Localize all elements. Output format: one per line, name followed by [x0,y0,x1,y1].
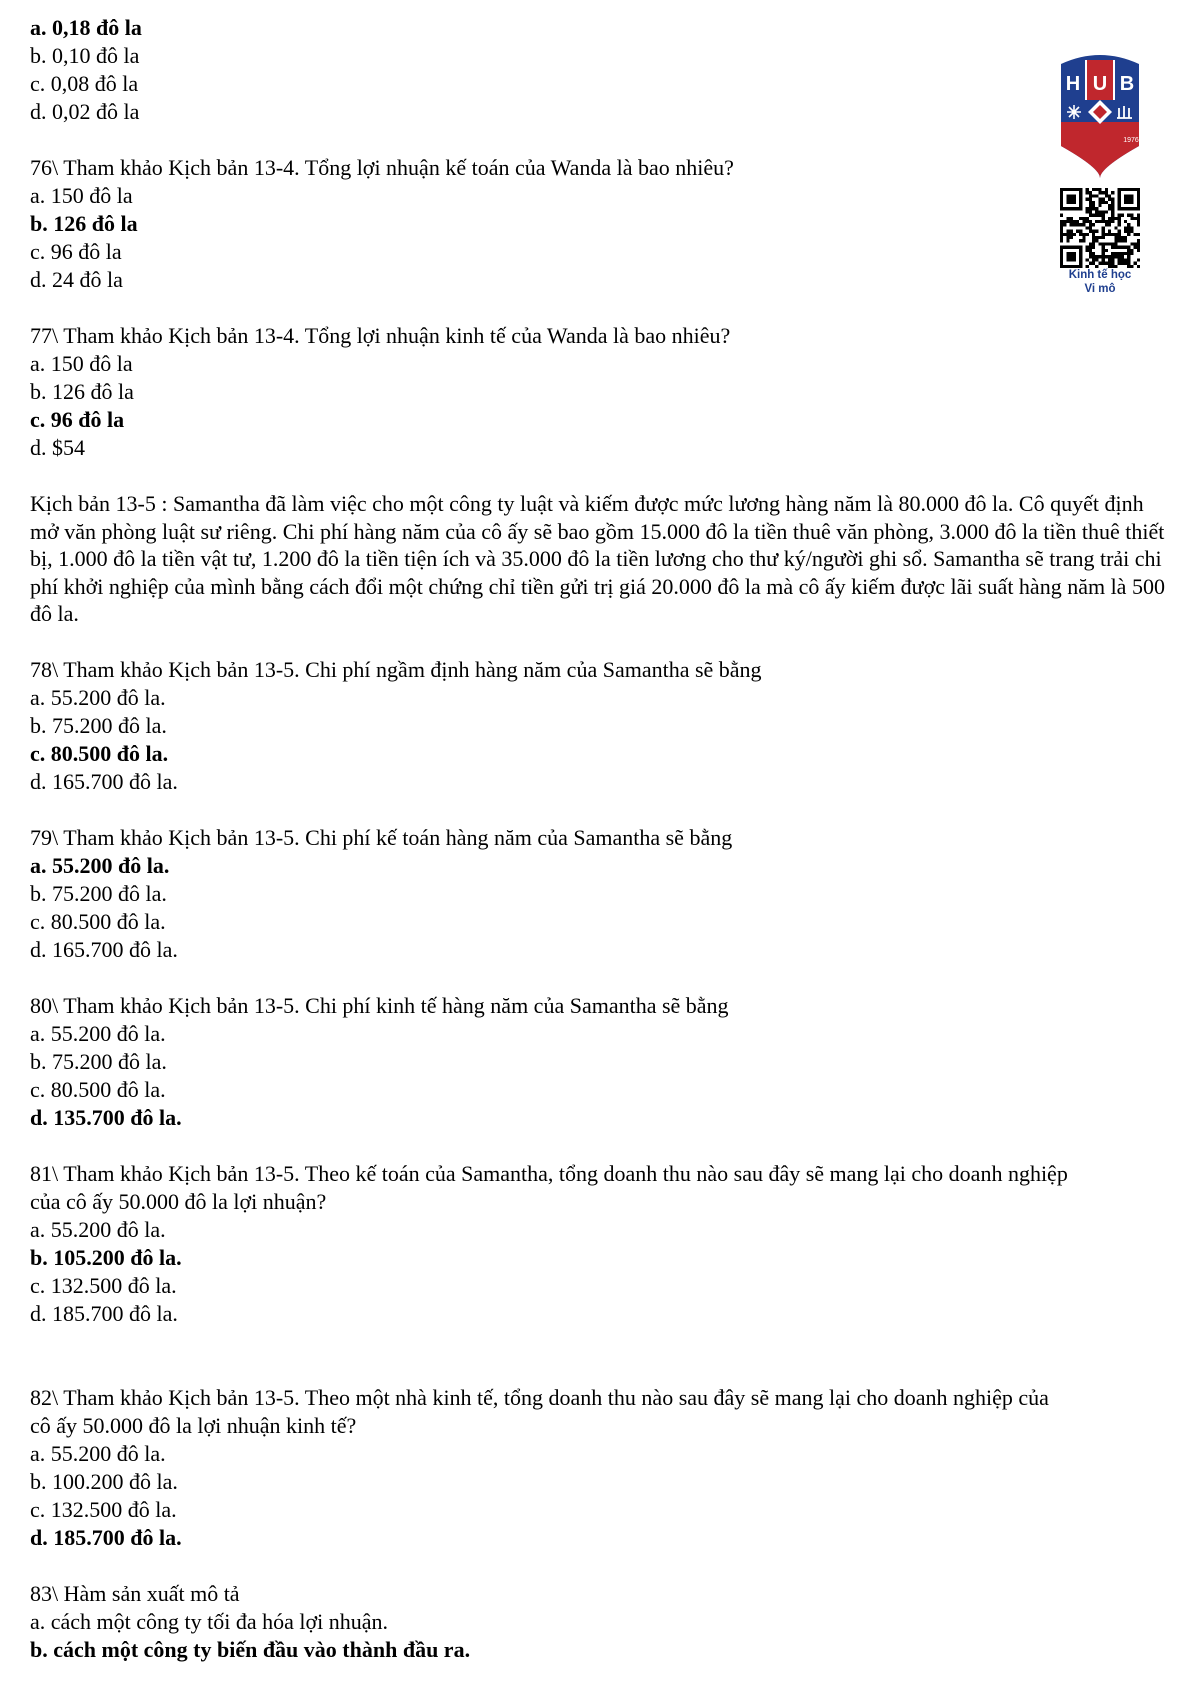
answer-option: a. cách một công ty tối đa hóa lợi nhuận. [30,1608,389,1634]
scenario-paragraph: Kịch bản 13-5 : Samantha đã làm việc cho một công ty luật và kiếm được mức lương hàng năm là 80.000 đô la. Cô quyết định mở văn phòng luật sư riêng. Chi phí hàng năm của cô ấy sẽ bao gồm 15.000 đô la tiền thuê văn phòng, 3.000 đô la tiền thuê thiết bị, 1.000 đô la tiền vật tư, 1.200 đô la tiền tiện ích và 35.000 đô la tiền lương cho thư ký/người ghi sổ. Samantha sẽ trang trải chi phí khởi nghiệp của mình bằng cách đổi một chứng chỉ tiền gửi trị giá 20.000 đô la mà cô ấy kiếm được lãi suất hàng năm là 500 đô la. [30,491,1165,627]
answer-option: d. 165.700 đô la. [30,936,178,962]
question-text: 76\ Tham khảo Kịch bản 13-4. Tổng lợi nhuận kế toán của Wanda là bao nhiêu? [30,155,734,180]
answer-option: b. 75.200 đô la. [30,712,167,738]
answer-option: a. 55.200 đô la. [30,1216,166,1242]
blank-line [30,294,1165,322]
answer-option: c. 0,08 đô la [30,71,139,96]
answer-option: a. 55.200 đô la. [30,1440,166,1466]
blank-line [30,126,1165,154]
answer-option: d. 0,02 đô la [30,99,140,124]
answer-option: a. 150 đô la [30,351,133,376]
brand-block [1052,50,1148,296]
answer-option: b. 0,10 đô la [30,43,140,68]
answer-option: a. 150 đô la [30,183,133,208]
answer-option-correct: d. 135.700 đô la. [30,1104,182,1130]
question-text: 81\ Tham khảo Kịch bản 13-5. Theo kế toán của Samantha, tổng doanh thu nào sau đây sẽ mang lại cho doanh nghiệp [30,1160,1068,1186]
blank-line [30,1552,1165,1580]
question-text: 78\ Tham khảo Kịch bản 13-5. Chi phí ngầm định hàng năm của Samantha sẽ bằng [30,656,762,682]
question-text: 83\ Hàm sản xuất mô tả [30,1580,240,1606]
answer-option: b. 126 đô la [30,379,134,404]
logo-letter-b: B [1119,73,1135,95]
answer-option: c. 132.500 đô la. [30,1496,177,1522]
answer-option: c. 80.500 đô la. [30,1076,166,1102]
logo-letter-h: H [1065,73,1081,95]
answer-option: d. $54 [30,435,85,460]
question-text: 79\ Tham khảo Kịch bản 13-5. Chi phí kế toán hàng năm của Samantha sẽ bằng [30,824,733,850]
answer-option: d. 185.700 đô la. [30,1300,178,1326]
answer-option: d. 165.700 đô la. [30,768,178,794]
question-text-continued: cô ấy 50.000 đô la lợi nhuận kinh tế? [30,1412,357,1438]
answer-option: a. 55.200 đô la. [30,1020,166,1046]
answer-option-correct: d. 185.700 đô la. [30,1524,182,1550]
blank-line [30,1328,1165,1384]
answer-option: a. 55.200 đô la. [30,684,166,710]
question-text: 77\ Tham khảo Kịch bản 13-4. Tổng lợi nhuận kinh tế của Wanda là bao nhiêu? [30,323,731,348]
answer-option: b. 75.200 đô la. [30,1048,167,1074]
answer-option: c. 96 đô la [30,239,122,264]
qr-code-icon [1060,188,1140,268]
document-body [30,14,1165,1664]
answer-option-correct: b. cách một công ty biến đầu vào thành đầu ra. [30,1636,471,1662]
answer-option-correct: c. 96 đô la [30,407,125,432]
blank-line [30,628,1165,656]
brand-caption-line2: Vi mô [1084,283,1116,295]
blank-line [30,462,1165,490]
answer-option-correct: a. 55.200 đô la. [30,852,170,878]
answer-option-correct: a. 0,18 đô la [30,15,142,40]
answer-option: b. 100.200 đô la. [30,1468,178,1494]
answer-option: b. 75.200 đô la. [30,880,167,906]
answer-option: c. 80.500 đô la. [30,908,166,934]
blank-line [30,964,1165,992]
answer-option-correct: c. 80.500 đô la. [30,740,169,766]
answer-option-correct: b. 105.200 đô la. [30,1244,182,1270]
question-text-continued: của cô ấy 50.000 đô la lợi nhuận? [30,1188,327,1214]
brand-caption-line1: Kinh tế học [1068,269,1132,281]
answer-option: c. 132.500 đô la. [30,1272,177,1298]
logo-letter-u: U [1092,73,1108,95]
question-text: 82\ Tham khảo Kịch bản 13-5. Theo một nhà kinh tế, tổng doanh thu nào sau đây sẽ mang lại cho doanh nghiệp của [30,1384,1049,1410]
blank-line [30,796,1165,824]
answer-option: d. 24 đô la [30,267,123,292]
answer-option-correct: b. 126 đô la [30,211,138,236]
question-text: 80\ Tham khảo Kịch bản 13-5. Chi phí kinh tế hàng năm của Samantha sẽ bằng [30,992,729,1018]
logo-year: 1976 [1123,137,1139,144]
blank-line [30,1132,1165,1160]
hub-logo-icon [1057,50,1143,178]
